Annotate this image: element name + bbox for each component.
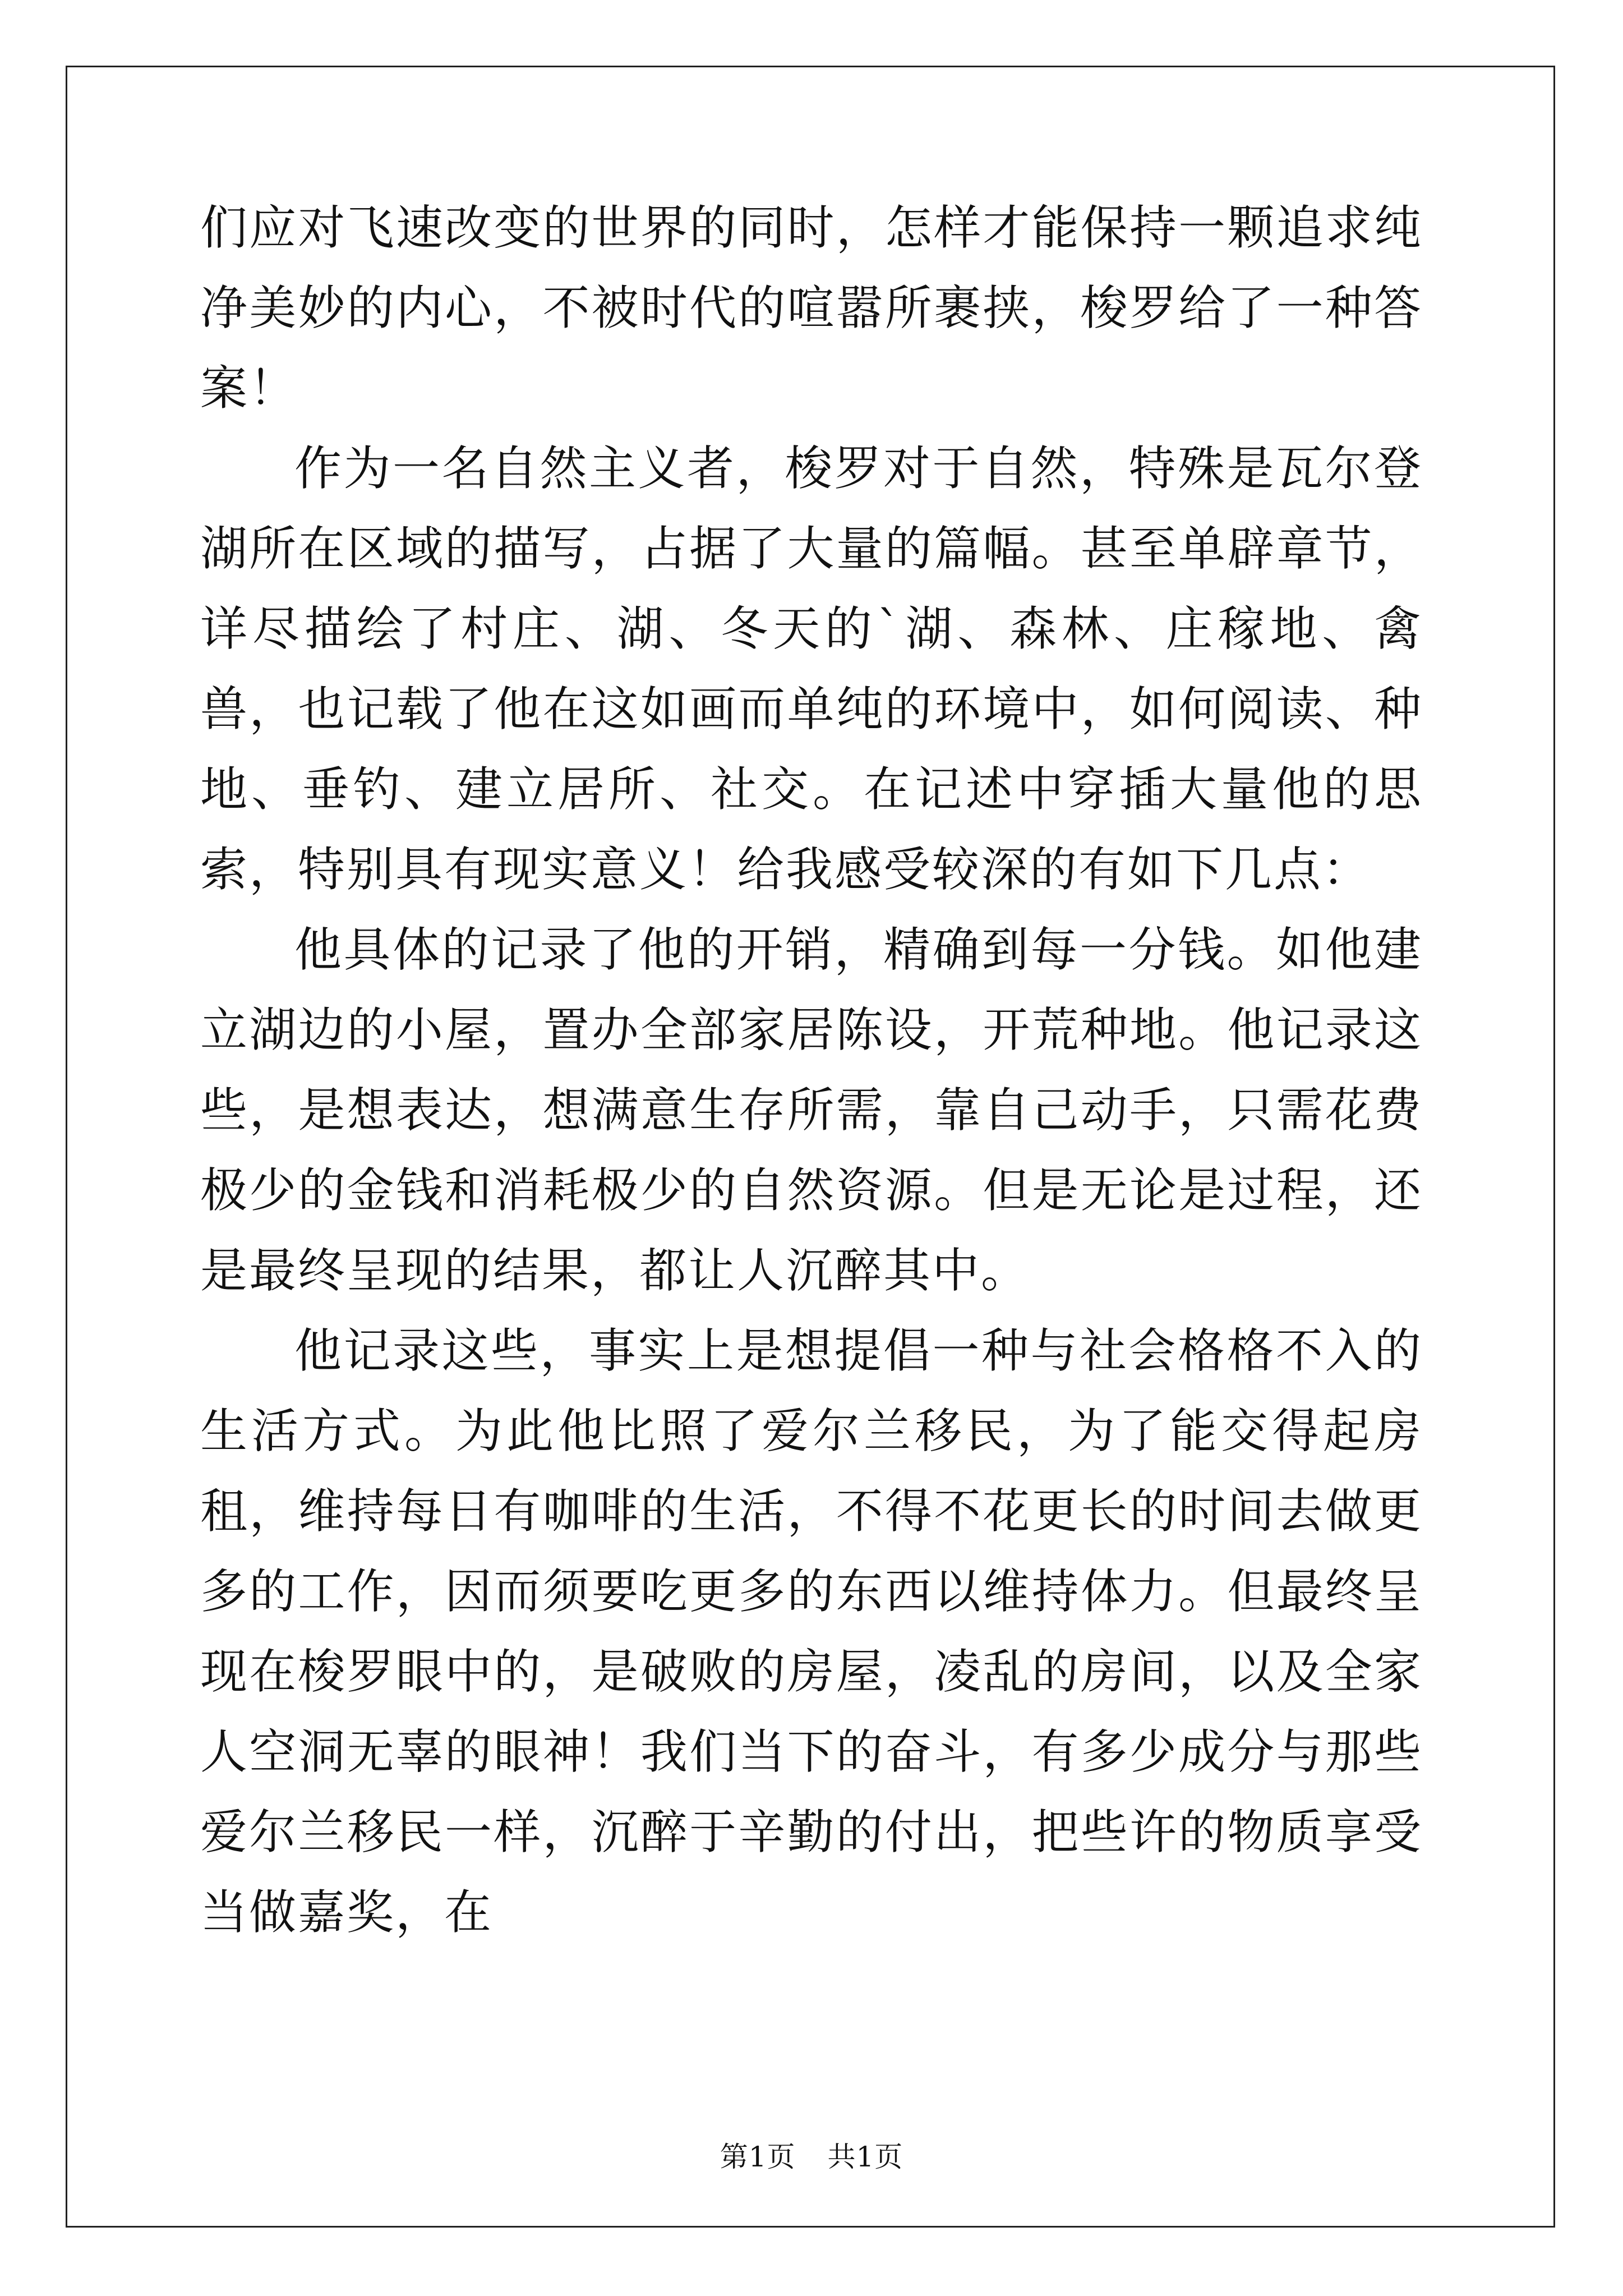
paragraph-1: 们应对飞速改变的世界的同时，怎样才能保持一颗追求纯净美妙的内心，不被时代的喧嚣所裹挟，梭罗给了一种答案！ bbox=[200, 200, 1423, 416]
page-footer bbox=[0, 2140, 1623, 2174]
page-number: 第1页 bbox=[720, 2141, 796, 2173]
paragraph-4: 他记录这些，事实上是想提倡一种与社会格格不入的生活方式。为此他比照了爱尔兰移民，为了能交得起房租，维持每日有咖啡的生活，不得不花更长的时间去做更多的工作，因而须要吃更多的东西以维持体力。但最终呈现在梭罗眼中的，是破败的房屋，凌乱的房间，以及全家人空洞无辜的眼神！我们当下的奋斗，有多少成分与那些爱尔兰移民一样，沉醉于辛勤的付出，把些许的物质享受当做嘉奖，在 bbox=[200, 1323, 1423, 1940]
paragraph-3: 他具体的记录了他的开销，精确到每一分钱。如他建立湖边的小屋，置办全部家居陈设，开荒种地。他记录这些，是想表达，想满意生存所需，靠自己动手，只需花费极少的金钱和消耗极少的自然资源。但是无论是过程，还是最终呈现的结果，都让人沉醉其中。 bbox=[200, 922, 1423, 1298]
paragraph-2: 作为一名自然主义者，梭罗对于自然，特殊是瓦尔登湖所在区域的描写，占据了大量的篇幅。甚至单辟章节，详尽描绘了村庄、湖、冬天的`湖、森林、庄稼地、禽兽，也记载了他在这如画而单纯的环境中，如何阅读、种地、垂钓、建立居所、社交。在记述中穿插大量他的思索，特别具有现实意义！给我感受较深的有如下几点： bbox=[200, 441, 1423, 897]
page-total: 共1页 bbox=[827, 2141, 903, 2173]
document-body bbox=[200, 188, 1423, 1953]
